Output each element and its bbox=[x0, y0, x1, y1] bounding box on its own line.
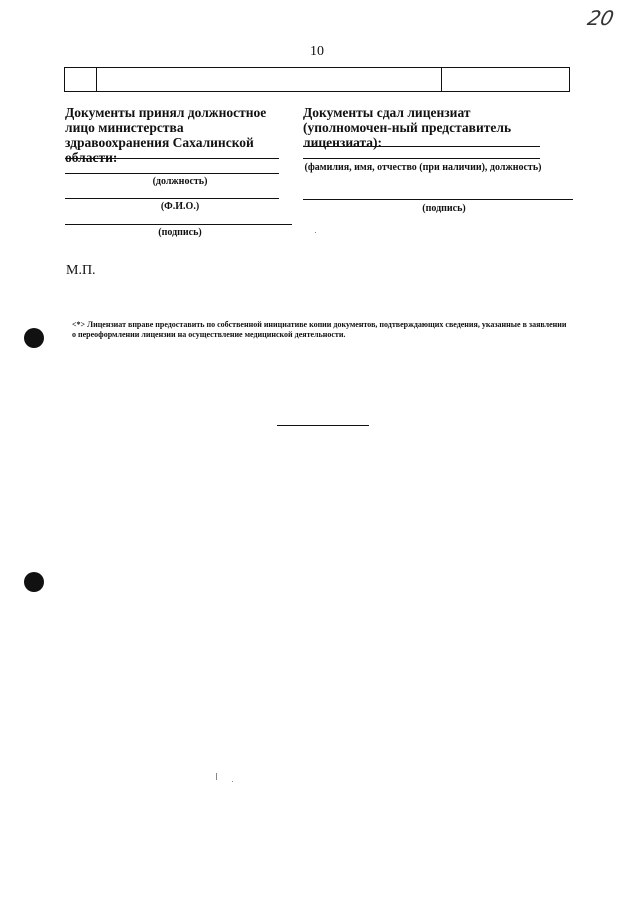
signature-caption: (подпись) bbox=[158, 227, 202, 238]
page-number: 10 bbox=[310, 44, 324, 59]
table-cell-divider bbox=[96, 68, 97, 91]
signature-line bbox=[65, 224, 292, 225]
table-cell-divider bbox=[441, 68, 442, 91]
name-position-caption: (фамилия, имя, отчество (при наличии), должность) bbox=[304, 162, 542, 173]
position-line bbox=[65, 173, 279, 174]
scan-speck bbox=[216, 773, 217, 780]
stamp-label: М.П. bbox=[66, 263, 96, 278]
position-caption: (должность) bbox=[152, 176, 208, 187]
name-caption: (Ф.И.О.) bbox=[160, 201, 200, 212]
footnote: <*> Лицензиат вправе предоставить по собственной инициативе копии документов, подтверждающих сведения, указанные в заявлении о переоформлении лицензии на осуществление медицинской деятельности. bbox=[72, 320, 567, 339]
signature-caption: (подпись) bbox=[422, 203, 466, 214]
handwritten-page-number: 20 bbox=[585, 6, 617, 30]
position-line bbox=[303, 158, 540, 159]
name-line bbox=[303, 146, 540, 147]
separator-line bbox=[277, 425, 369, 426]
scan-speck bbox=[232, 781, 233, 782]
punch-hole bbox=[24, 328, 44, 348]
right-column-heading: Документы сдал лицензиат (уполномочен-ный представитель лицензиата): bbox=[303, 105, 512, 150]
name-line bbox=[65, 198, 279, 199]
signature-line bbox=[65, 158, 279, 159]
signature-line bbox=[303, 199, 573, 200]
scan-speck bbox=[315, 232, 316, 233]
table-row bbox=[64, 67, 570, 92]
left-column-heading: Документы принял должностное лицо министерства здравоохранения Сахалинской области: bbox=[65, 105, 267, 165]
punch-hole bbox=[24, 572, 44, 592]
